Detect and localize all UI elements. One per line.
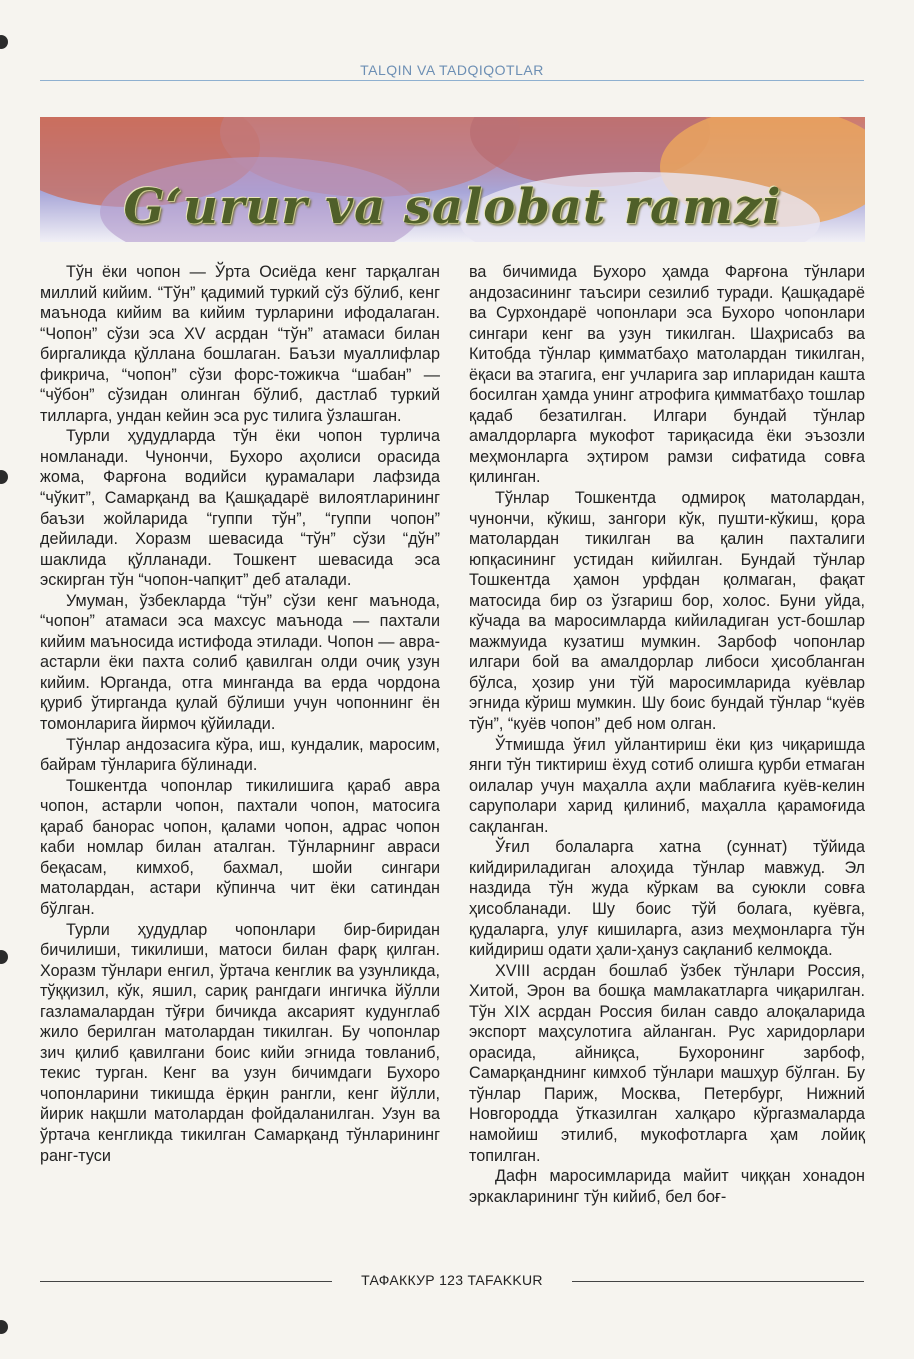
article-paragraph: Турли ҳудудларда тўн ёки чопон турлича номланади. Чунончи, Бухоро аҳолиси орасида жома, Фарғона водийси қурамалари лафзида “чўкит”, Самарқанд ва Қашқадарё вилоятларининг баъзи жойларида “гуппи тўн”, “гуппи чопон” дейилади. Хоразм шевасида “тўн” сўзи “дўн” шаклида қўлланади. Тошкент шевасида эса эскирган тўн “чопон-чапқит” деб аталади.	[40, 427, 440, 590]
article-paragraph: Дафн маросимларида майит чиққан хонадон эркакларининг тўн кийиб, бел боғ-	[469, 1167, 865, 1206]
article-paragraph: Ўғил болаларга хатна (суннат) тўйида кийдириладиган алоҳида тўнлар мавжуд. Эл наздида тўн жуда кўркам ва суюкли совға ҳисобланади. Шу боис тўй болага, куёвга, қудаларга, улуғ кишиларга, азиз меҳмонларга тўн кийдириш одати ҳали-ҳануз сақланиб келмоқда.	[469, 838, 865, 960]
article-paragraph: Тошкентда чопонлар тикилишига қараб авра чопон, астарли чопон, пахтали чопон, матосига қараб банорас чопон, қалами чопон, адрас чопон каби номлар билан аталган. Тўнларнинг авраси беқасам, кимхоб, бахмал, шойи сингари матолардан, астари кўпинча чит ёки сатиндан бўлган.	[40, 776, 440, 918]
page-footer: ТАФАККУР 123 TAFAKKUR	[361, 1272, 543, 1288]
binder-hole	[0, 35, 8, 49]
binder-hole	[0, 1320, 8, 1334]
article-title: G‘urur va salobat ramzi	[123, 179, 782, 235]
article-column-right	[469, 262, 865, 1207]
article-paragraph: ва бичимида Бухоро ҳамда Фарғона тўнлари андозасининг таъсири сезилиб туради. Қашқадарё ва Сурхондарё чопонлари эса Бухоро чопонлари сингари кенг ва узун тикилган. Шаҳрисабз ва Китобда тўнлар қимматбаҳо матолардан тикилган, ёқаси ва этагига, енг учларига зар ипларидан кашта босилган ҳамда унинг атрофига қимматбаҳо тошлар қадаб безатилган. Илгари бундай тўнлар амалдорларга мукофот тариқасида ёки эъзозли меҳмонларга эҳтиром рамзи сифатида совға қилинган.	[469, 263, 865, 487]
article-paragraph: Тўнлар андозасига кўра, иш, кундалик, маросим, байрам тўнларига бўлинади.	[40, 735, 440, 775]
article-paragraph: Тўнлар Тошкентда одмироқ матолардан, чунончи, кўкиш, зангори кўк, пушти-кўкиш, қора матолардан тикилган ва қалин пахталиги юпқасининг устидан кийилган. Бундай тўнлар Тошкентда ҳамон урфдан қолмаган, фақат матосида бир оз ўзгариш бор, холос. Буни уйда, кўчада ва маросимларда кийиладиган уст-бошлар мажмуида кузатиш мумкин. Зарбоф чопонлар илгари бой ва амалдорлар либоси ҳисобланган бўлса, ҳозир уни тўй маросимларида куёвлар эгнида кўриш мумкин. Шу боис бундай тўнлар “куёв тўн”, “куёв чопон” деб ном олган.	[469, 489, 865, 734]
article-paragraph: Умуман, ўзбекларда “тўн” сўзи кенг маънода, “чопон” атамаси эса махсус маънода — пахтали кийим маъносида истифода этилади. Чопон — авра-астарли ёки пахта солиб қавилган олди очиқ узун кийим. Юрганда, отга минганда ва ерда чордона қуриб ўтирганда қулай бўлиши учун чопоннинг ён томонларига йирмоч қўйилади.	[40, 591, 440, 734]
article-paragraph: Турли ҳудудлар чопонлари бир-биридан бичилиши, тикилиши, матоси билан фарқ қилган. Хоразм тўнлари енгил, ўртача кенглик ва узунликда, тўққизил, кўк, яшил, сариқ рангдаги ингичка йўлли газламалардан тўғри бичикда аксарият кудунглаб жило берилган матолардан тикилган. Бу чопонлар зич қилиб қавилгани боис кийи эгнида товланиб, текис турган. Кенг ва узун бичимдаги Бухоро чопонларини тикишда ёрқин рангли, кенг йўлли, йирик нақшли матолардан фойдаланилган. Узун ва ўртача кенгликда тикилган Самарқанд тўнларининг ранг-туси	[40, 920, 440, 1165]
title-banner	[40, 117, 865, 242]
footer-rule-left	[40, 1281, 332, 1282]
article-paragraph: Тўн ёки чопон — Ўрта Осиёда кенг тарқалган миллий кийим. “Тўн” қадимий туркий сўз бўлиб, кенг маънода кийим ва кийим турларини ифодалаган. “Чопон” сўзи эса XV асрдан “тўн” атамаси билан биргаликда қўллана бошлаган. Баъзи муаллифлар фикрича, “чопон” сўзи форс-тожикча “шабан” — “чўбон” сўзидан олинган бўлиб, дастлаб туркий тилларга, ундан кейин эса рус тилига ўзлашган.	[40, 263, 440, 425]
header-rule	[40, 80, 864, 81]
article-paragraph: Ўтмишда ўғил уйлантириш ёки қиз чиқаришда янги тўн тиктириш ёхуд сотиб олишга қурби етмаган оилалар учун маҳалла аҳли маблағига куёв-келин саруполари харид қилиниб, маҳалла қарамоғида сақланган.	[469, 735, 865, 836]
article-paragraph: XVIII асрдан бошлаб ўзбек тўнлари Россия, Хитой, Эрон ва бошқа мамлакатларга чиқарилган. Тўн XIX асрдан Россия билан савдо алоқаларида экспорт маҳсулотига айланган. Рус харидорлари орасида, айниқса, Бухоронинг зарбоф, Самарқанднинг кимхоб тўнлари машҳур бўлган. Бу тўнлар Париж, Москва, Петербург, Нижний Новгородда ўтказилган халқаро кўргазмаларда намойиш этилиб, мукофотларга ҳам лойиқ топилган.	[469, 961, 865, 1165]
running-header: TALQIN VA TADQIQOTLAR	[360, 62, 544, 78]
binder-hole	[0, 950, 8, 964]
footer-rule-right	[572, 1281, 864, 1282]
article-column-left	[40, 262, 440, 1166]
binder-hole	[0, 470, 8, 484]
